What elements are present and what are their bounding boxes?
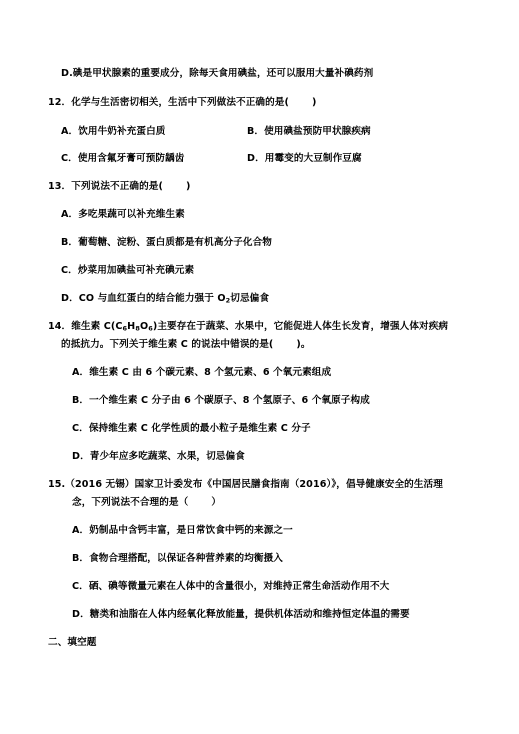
option-d-text: D．CO 与血红蛋白的结合能力强于 O [61, 293, 226, 304]
question-14-line-2 [61, 339, 311, 351]
question-13-option-c: C．炒菜用加碘盐可补充碘元素 [61, 265, 195, 276]
question-13-close: ) [185, 181, 191, 192]
question-12-option-b: B．使用碘盐预防甲状腺疾病 [247, 126, 371, 137]
question-14-option-b: B．一个维生素 C 分子由 6 个碳原子、8 个氢原子、6 个氧原子构成 [72, 395, 370, 406]
section-title: 二、填空题 [48, 637, 97, 648]
subscript-6b: 6 [148, 324, 153, 333]
q15-text-b: ） [211, 497, 222, 508]
prev-option-d: D.碘是甲状腺素的重要成分，除每天食用碘盐，还可以服用大量补碘药剂 [61, 68, 374, 79]
question-13-option-d [61, 293, 269, 305]
question-14-option-a: A．维生素 C 由 6 个碳元素、8 个氢元素、6 个氧元素组成 [72, 367, 332, 378]
question-12-option-a: A．饮用牛奶补充蛋白质 [61, 126, 166, 137]
question-14-option-d: D．青少年应多吃蔬菜、水果，切忌偏食 [72, 451, 245, 462]
question-15-line-1: 15.（2016 无锡）国家卫计委发布《中国居民膳食指南（2016）》，倡导健康安全的生活理 [48, 479, 443, 490]
question-12-stem [48, 97, 317, 109]
question-12-text: 12．化学与生活密切相关，生活中下列做法不正确的是( [48, 97, 289, 108]
subscript-2: 2 [225, 296, 231, 305]
question-15-option-c: C．硒、碘等微量元素在人体中的含量很小，对维持正常生命活动作用不大 [72, 581, 390, 592]
element-o: O [139, 321, 149, 332]
question-15-option-a: A．奶制品中含钙丰富，是日常饮食中钙的来源之一 [72, 525, 293, 536]
question-14-line-1 [48, 321, 448, 333]
q15-text-a: 念，下列说法不合理的是（ [72, 497, 189, 508]
q14-text-d: )。 [296, 339, 311, 350]
q14-text-c: 的抵抗力。下列关于维生素 C 的说法中错误的是( [61, 339, 274, 350]
q14-text-b: )主要存在于蔬菜、水果中，它能促进人体生长发育，增强人体对疾病 [152, 321, 449, 332]
question-12-close: ) [312, 97, 317, 108]
question-12-option-c: C．使用含氟牙膏可预防龋齿 [61, 153, 185, 164]
question-15-option-b: B．食物合理搭配，以保证各种营养素的均衡摄入 [72, 553, 283, 564]
question-12-option-d: D．用霉变的大豆制作豆腐 [247, 153, 362, 164]
question-13-option-b: B．葡萄糖、淀粉、蛋白质都是有机高分子化合物 [61, 237, 272, 248]
option-d-text-end: 切忌偏食 [230, 293, 270, 304]
question-15-line-2 [72, 497, 221, 509]
subscript-8: 8 [135, 324, 140, 333]
question-13-option-a: A．多吃果蔬可以补充维生素 [61, 209, 185, 220]
question-13-text: 13．下列说法不正确的是( [48, 181, 163, 192]
question-15-option-d: D．糖类和油脂在人体内经氧化释放能量，提供机体活动和维持恒定体温的需要 [72, 609, 410, 620]
question-13-stem [48, 181, 190, 193]
question-14-option-c: C．保持维生素 C 化学性质的最小粒子是维生素 C 分子 [72, 423, 311, 434]
element-h: H [127, 321, 136, 332]
q14-text-a: 14．维生素 C(C [48, 321, 123, 332]
subscript-6: 6 [122, 324, 128, 333]
